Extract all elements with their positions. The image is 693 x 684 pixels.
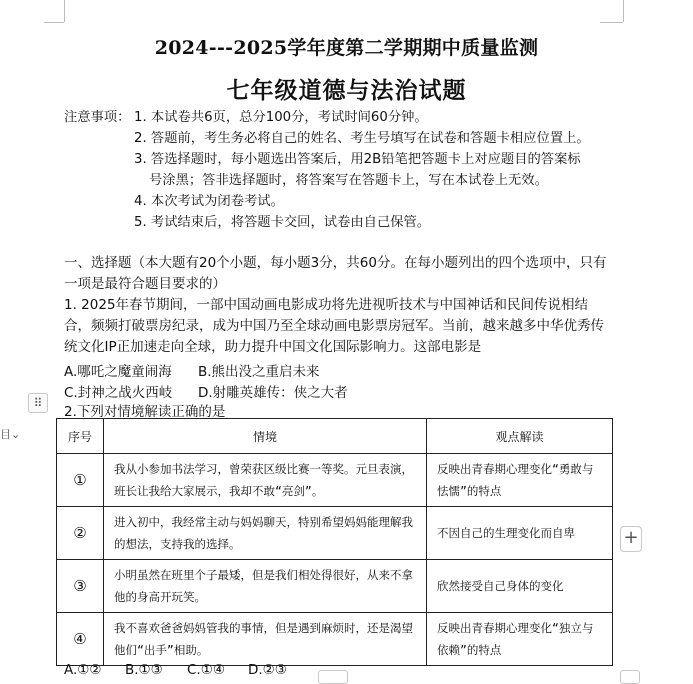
section-heading: 一、选择题（本大题有20个小题，每小题3分，共60分。在每小题列出的四个选项中，只有一项是最符合题目要求的） xyxy=(64,255,607,292)
table-header-number: 序号 xyxy=(57,419,104,454)
row-view: 不因自己的生理变化而自卑 xyxy=(427,507,613,560)
page-corner-mark-left xyxy=(64,0,65,22)
notice-item: 1. 本试卷共6页，总分100分，考试时间60分钟。 xyxy=(134,110,428,125)
row-number: ④ xyxy=(57,613,104,666)
table-row xyxy=(57,560,613,613)
option-a: A.哪吒之魔童闹海 xyxy=(64,364,172,380)
question-1-options-row2 xyxy=(64,381,348,401)
question-1-stem: 1. 2025年春节期间，一部中国动画电影成功将先进视听技术与中国神话和民间传说相结合，频频打破票房纪录，成为中国乃至全球动画电影票房冠军。当前，越来越多中华优秀传统文化IP正加速走向全球，助力提升中国文化国际影响力。这部电影是 xyxy=(64,297,604,355)
table-header-scenario: 情境 xyxy=(104,419,427,454)
option-b: B.熊出没之重启未来 xyxy=(198,364,320,380)
scenario-table xyxy=(56,418,613,666)
drag-handle-icon[interactable]: ⠿ xyxy=(28,393,48,413)
table-header-view: 观点解读 xyxy=(427,419,613,454)
option-d: D.②③ xyxy=(248,662,287,678)
option-c: C.封神之战火西岐 xyxy=(64,385,173,401)
row-number: ③ xyxy=(57,560,104,613)
row-number: ① xyxy=(57,454,104,507)
add-column-icon[interactable]: + xyxy=(620,526,642,552)
row-scenario: 进入初中，我经常主动与妈妈聊天，特别希望妈妈能理解我的想法，支持我的选择。 xyxy=(104,507,427,560)
notice-item: 2. 答题前，考生务必将自己的姓名、考生号填写在试卷和答题卡相应位置上。 xyxy=(134,131,590,146)
option-c: C.①④ xyxy=(187,662,225,678)
option-a: A.①② xyxy=(64,662,102,678)
table-row xyxy=(57,507,613,560)
exam-title-line1: 2024---2025学年度第二学期期中质量监测 xyxy=(154,37,539,59)
add-row-handle[interactable] xyxy=(318,670,348,684)
option-d: D.射雕英雄传：侠之大者 xyxy=(198,385,348,401)
question-1-options-row1 xyxy=(64,360,320,380)
row-view: 反映出青春期心理变化“勇敢与怯懦”的特点 xyxy=(427,454,613,507)
row-scenario: 我从小参加书法学习，曾荣获区级比赛一等奖。元旦表演，班长让我给大家展示，我却不敢“亮剑”。 xyxy=(104,454,427,507)
question-2-options xyxy=(64,662,287,678)
option-b: B.①③ xyxy=(125,662,163,678)
notice-item: 3. 答选择题时，每小题选出答案后，用2B铅笔把答题卡上对应题目的答案标 xyxy=(134,152,581,167)
row-view: 欣然接受自己身体的变化 xyxy=(427,560,613,613)
exam-title-line2: 七年级道德与法治试题 xyxy=(226,77,467,104)
notice-item: 号涂黑；答非选择题时，将答案写在答题卡上，写在本试卷上无效。 xyxy=(149,173,548,188)
table-row xyxy=(57,613,613,666)
row-scenario: 我不喜欢爸爸妈妈管我的事情，但是遇到麻烦时，还是渴望他们“出手”相助。 xyxy=(104,613,427,666)
row-view: 反映出青春期心理变化“独立与依赖”的特点 xyxy=(427,613,613,666)
notice-label: 注意事项： xyxy=(64,110,131,125)
page-corner-mark-right-h xyxy=(600,22,623,23)
row-resize-handle[interactable] xyxy=(620,670,640,684)
question-2-stem: 2.下列对情境解读正确的是 xyxy=(64,404,226,420)
row-scenario: 小明虽然在班里个子最矮，但是我们相处得很好，从来不拿他的身高开玩笑。 xyxy=(104,560,427,613)
page-corner-mark-right xyxy=(623,0,624,22)
table-row xyxy=(57,454,613,507)
notice-item: 4. 本次考试为闭卷考试。 xyxy=(134,194,284,209)
row-number: ② xyxy=(57,507,104,560)
notice-item: 5. 考试结束后，将答题卡交回，试卷由自己保管。 xyxy=(134,215,431,230)
table-menu-icon[interactable]: 目⌄ xyxy=(0,428,21,441)
page-corner-mark-left-h xyxy=(44,22,64,23)
